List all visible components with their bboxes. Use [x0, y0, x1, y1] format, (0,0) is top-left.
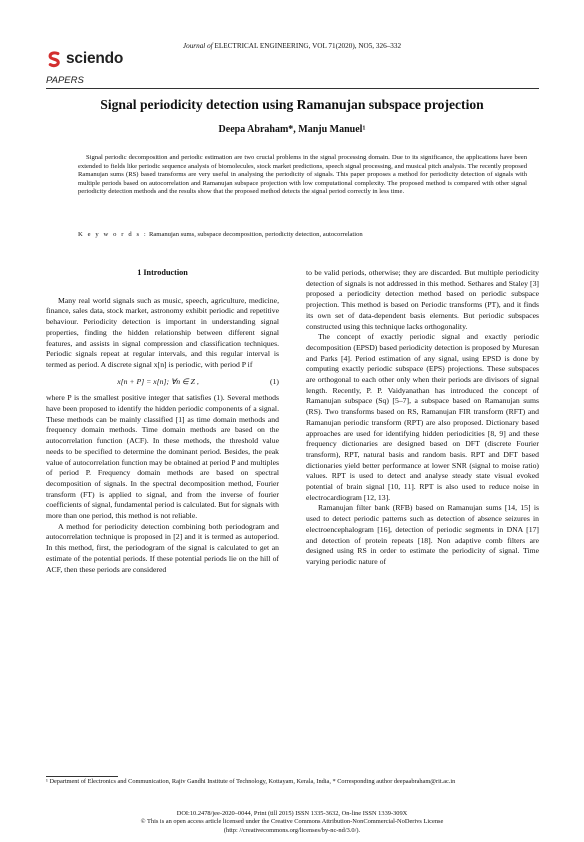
journal-name: ELECTRICAL ENGINEERING, VOL 71(2020), NO5, 326–332: [214, 42, 402, 50]
keywords: [78, 231, 527, 240]
sciendo-mark-icon: [46, 51, 63, 68]
abstract: Signal periodic decomposition and periodic estimation are two crucial problems in the signal processing domain. Due to its significance, the applications have been extended to fields like periodic sequence analysis of biomolecules, stock market predictions, speech signal processing, and musical pitch analysis. The recently proposed Ramanujan sums (RS) based transforms are very useful in analysing the periodicity of signals. This paper proposes a method for periodicity detection of signals with multiple periods based on autocorrelation and Ramanujan subspace projection with low computational complexity. The proposed method is compared with other signal periodicity detection methods and the results show that the proposed method detects the signal period correctly in less time.: [78, 154, 527, 196]
logo-text: sciendo: [66, 50, 124, 67]
affiliation-footnote: ¹ Department of Electronics and Communication, Rajiv Gandhi Institute of Technology, Kottayam, Kerala, India, * Corresponding author deepaabraham@rit.ac.in: [46, 778, 456, 785]
license-line: © This is an open access article licensed under the Creative Commons Attribution-NonCommercial-NoDerivs License: [140, 818, 444, 826]
equation-1: [46, 377, 279, 388]
intro-paragraph-2: where P is the smallest positive integer that satisfies (1). Several methods have been proposed to identify the hidden periodic components of a signal. These methods can be mainly classified [1] as time domain methods and frequency domain methods. Time domain methods are based on the autocorrelation function (ACF). In these methods, the threshold value needs to be specified to determine the dominant period. Besides, the peak value of autocorrelation function may be obtained at period P and multiples of period P. Frequency domain methods are based on spectral decomposition of signals. In the spectral decomposition method, Fourier transform (FT) is applied to signal, and from the inverse of fourier coefficients of signal, fundamental period is calculated. But for signals with more than one period, this method is not reliable.: [46, 393, 279, 521]
license-url[interactable]: (http: //creativecommons.org/licenses/by-nc-nd/3.0/).: [223, 826, 361, 834]
intro-paragraph-5: The concept of exactly periodic signal and exactly periodic decomposition (EPSD) based periodicity detection is proposed by Muresan and Parks [4]. Period estimation of any signal, using EPSD is done by computing exactly periodic subspace (EPS) projections. These subspaces are orthogonal to each other only when their periods are divisors of signal length. Recently, P. P. Vaidyanathan has introduced the concept of Ramanujan subspace (Sq) [5–7], a subspace based on Ramanujan sums (RS). Two transforms based on RS, Ramanujan FIR transform (RFT) and Ramanujan periodic transform (RPT) are also proposed. Dictionary based approaches are used for identifying hidden periodicities [8, 9] and these frequency dictionaries are designed based on DFT (discrete Fourier transform), RPT, natural basis and random basis. RPT and DFT based dictionaries yield better performance at lower SNR (signal to moise ratio) values. RPT is used to detect and analyse steady state visual evoked potential of brain signal [10, 11]. RPT is also used to reduce noise in electrocardiogram [12, 13].: [306, 332, 539, 502]
intro-paragraph-3: A method for periodicity detection combining both periodogram and autocorrelation technique is proposed in [2] and it is termed as autoperiod. In this method, first, the periodogram of the signal is calculated to get an estimate of the potential periods. If these potential periods lie on the hill of ACF, then these periods are considered: [46, 521, 279, 574]
section-heading: 1 Introduction: [137, 268, 188, 277]
publisher-logo: [46, 50, 123, 68]
equation-number: (1): [270, 376, 279, 386]
header-divider: [46, 88, 539, 89]
keywords-text: Ramanujan sums, subspace decomposition, periodicity detection, autocorrelation: [148, 231, 363, 238]
section-label: PAPERS: [46, 75, 84, 86]
journal-header: [0, 42, 584, 50]
footnote-divider: [46, 776, 118, 777]
publication-info: [0, 810, 584, 835]
intro-paragraph-6: Ramanujan filter bank (RFB) based on Ramanujan sums [14, 15] is used to detect periodic patterns such as detection of absence seizures in electroencephalogram [16], detection of periodic segments in DNA [17] and detection of protein repeats [18]. Non adaptive comb filters are designed using RS in order to estimate the periodicity of signal. Time varying periodic nature of: [306, 503, 539, 566]
paper-title: Signal periodicity detection using Ramanujan subspace projection: [100, 97, 484, 112]
right-column: [306, 268, 539, 568]
intro-paragraph-1: Many real world signals such as music, speech, agriculture, medicine, finance, sales data, stock market, astronomy exhibit periodic and repetitive behaviour. Periodicity detection is important in understanding signal properties, finding the hidden relationship between different signal features, and assists in signal compression and classification techniques. Periodic signals repeat at regular intervals, and this regular interval is termed as period. A discrete signal x[n] is periodic, with period P if: [46, 295, 279, 369]
doi-line: DOI:10.2478/jee-2020–0044, Print (till 2015) ISSN 1335-3632, On-line ISSN 1339-309X: [176, 810, 408, 817]
journal-prefix: Journal of: [182, 42, 215, 50]
intro-paragraph-4: to be valid periods, otherwise; they are discarded. But multiple periodicity detection of signals is not addressed in this method. Sethares and Staley [3] proposed a periodicity detection method based on periodic subspace projection. This method is based on Periodic transforms (PT), and it finds its own set of data-dependent basis elements. But periodic subspaces constructed using this technique lacks orthogonality.: [306, 268, 539, 331]
equation-body: x[n + P] = x[n]; ∀n ∈ Z ,: [117, 376, 199, 386]
paper-authors: Deepa Abraham*, Manju Manuel¹: [218, 124, 366, 135]
left-column: [46, 268, 279, 575]
keywords-label: K e y w o r d s :: [78, 231, 148, 238]
